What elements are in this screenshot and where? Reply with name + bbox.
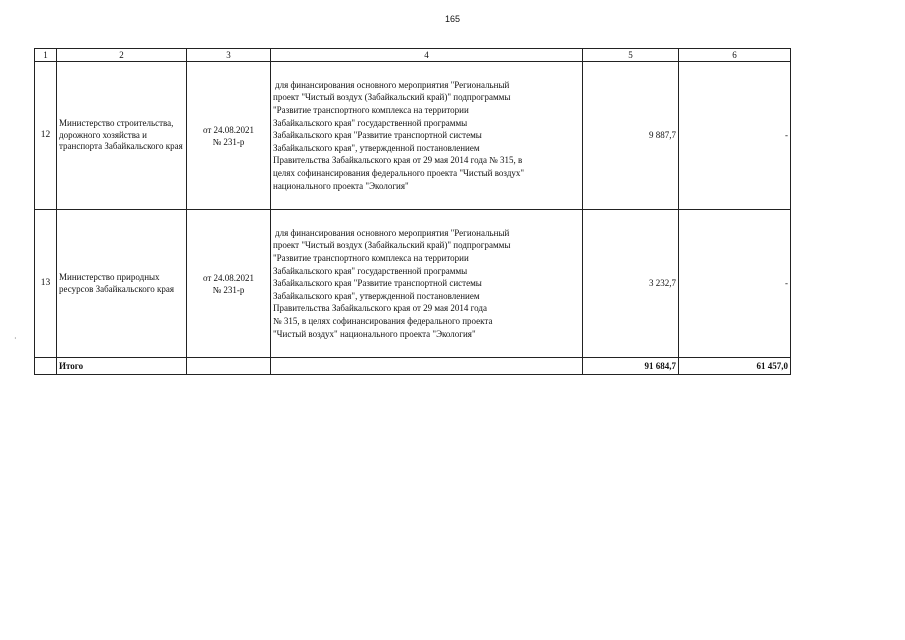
total-empty-cell	[187, 358, 271, 375]
total-amount: 91 684,7	[583, 358, 679, 375]
row-number: 12	[35, 62, 57, 210]
column-header: 2	[57, 49, 187, 62]
column-header: 5	[583, 49, 679, 62]
total-amount-secondary: 61 457,0	[679, 358, 791, 375]
description-line: Правительства Забайкальского края от 29 мая 2014 года № 315, в	[273, 155, 523, 166]
total-empty-cell	[271, 358, 583, 375]
amount-secondary-value: -	[679, 62, 791, 210]
page-number: 165	[444, 14, 461, 24]
document-number: № 231-р	[212, 136, 245, 147]
document-number: № 231-р	[212, 284, 245, 295]
description-line: Забайкальского края "Развитие транспортной системы	[273, 130, 482, 141]
description-line: целях софинансирования федерального проекта "Чистый воздух"	[273, 167, 525, 178]
description-line: "Развитие транспортного комплекса на территории	[273, 253, 469, 264]
description-line: проект "Чистый воздух (Забайкальский край)" подпрограммы	[273, 240, 511, 251]
total-label: Итого	[57, 358, 187, 375]
amount-value: 9 887,7	[583, 62, 679, 210]
description-line: Забайкальского края", утвержденной постановлением	[273, 290, 480, 301]
amount-value: 3 232,7	[583, 210, 679, 358]
description-line: Забайкальского края", утвержденной постановлением	[273, 142, 480, 153]
description-line: национального проекта "Экология"	[273, 180, 409, 191]
description-line: Забайкальского края" государственной программы	[273, 117, 468, 128]
amount-secondary-value: -	[679, 210, 791, 358]
document-reference	[187, 210, 271, 358]
description-line: Забайкальского края "Развитие транспортной системы	[273, 278, 482, 289]
column-header: 6	[679, 49, 791, 62]
document-date: от 24.08.2021	[202, 272, 255, 283]
column-header: 4	[271, 49, 583, 62]
description-line: "Чистый воздух" национального проекта "Экология"	[273, 328, 476, 339]
ministry-name: Министерство природных ресурсов Забайкальского края	[57, 210, 187, 358]
total-empty-cell	[35, 358, 57, 375]
ministry-name: Министерство строительства, дорожного хозяйства и транспорта Забайкальского края	[57, 62, 187, 210]
description-line: для финансирования основного мероприятия "Региональный	[275, 79, 510, 90]
column-header: 1	[35, 49, 57, 62]
document-reference	[187, 62, 271, 210]
document-date: от 24.08.2021	[202, 124, 255, 135]
row-number: 13	[35, 210, 57, 358]
description-line: проект "Чистый воздух (Забайкальский край)" подпрограммы	[273, 92, 511, 103]
table-header-row	[35, 49, 791, 62]
total-row	[35, 358, 791, 375]
scan-artifact: ·	[14, 334, 17, 343]
description-line: № 315, в целях софинансирования федерального проекта	[273, 315, 493, 326]
purpose-description	[271, 62, 583, 210]
description-line: для финансирования основного мероприятия "Региональный	[275, 227, 510, 238]
column-header: 3	[187, 49, 271, 62]
description-line: "Развитие транспортного комплекса на территории	[273, 105, 469, 116]
description-line: Правительства Забайкальского края от 29 мая 2014 года	[273, 303, 487, 314]
purpose-description	[271, 210, 583, 358]
budget-table	[34, 48, 791, 375]
description-line: Забайкальского края" государственной программы	[273, 265, 468, 276]
table-row	[35, 62, 791, 210]
table-row	[35, 210, 791, 358]
